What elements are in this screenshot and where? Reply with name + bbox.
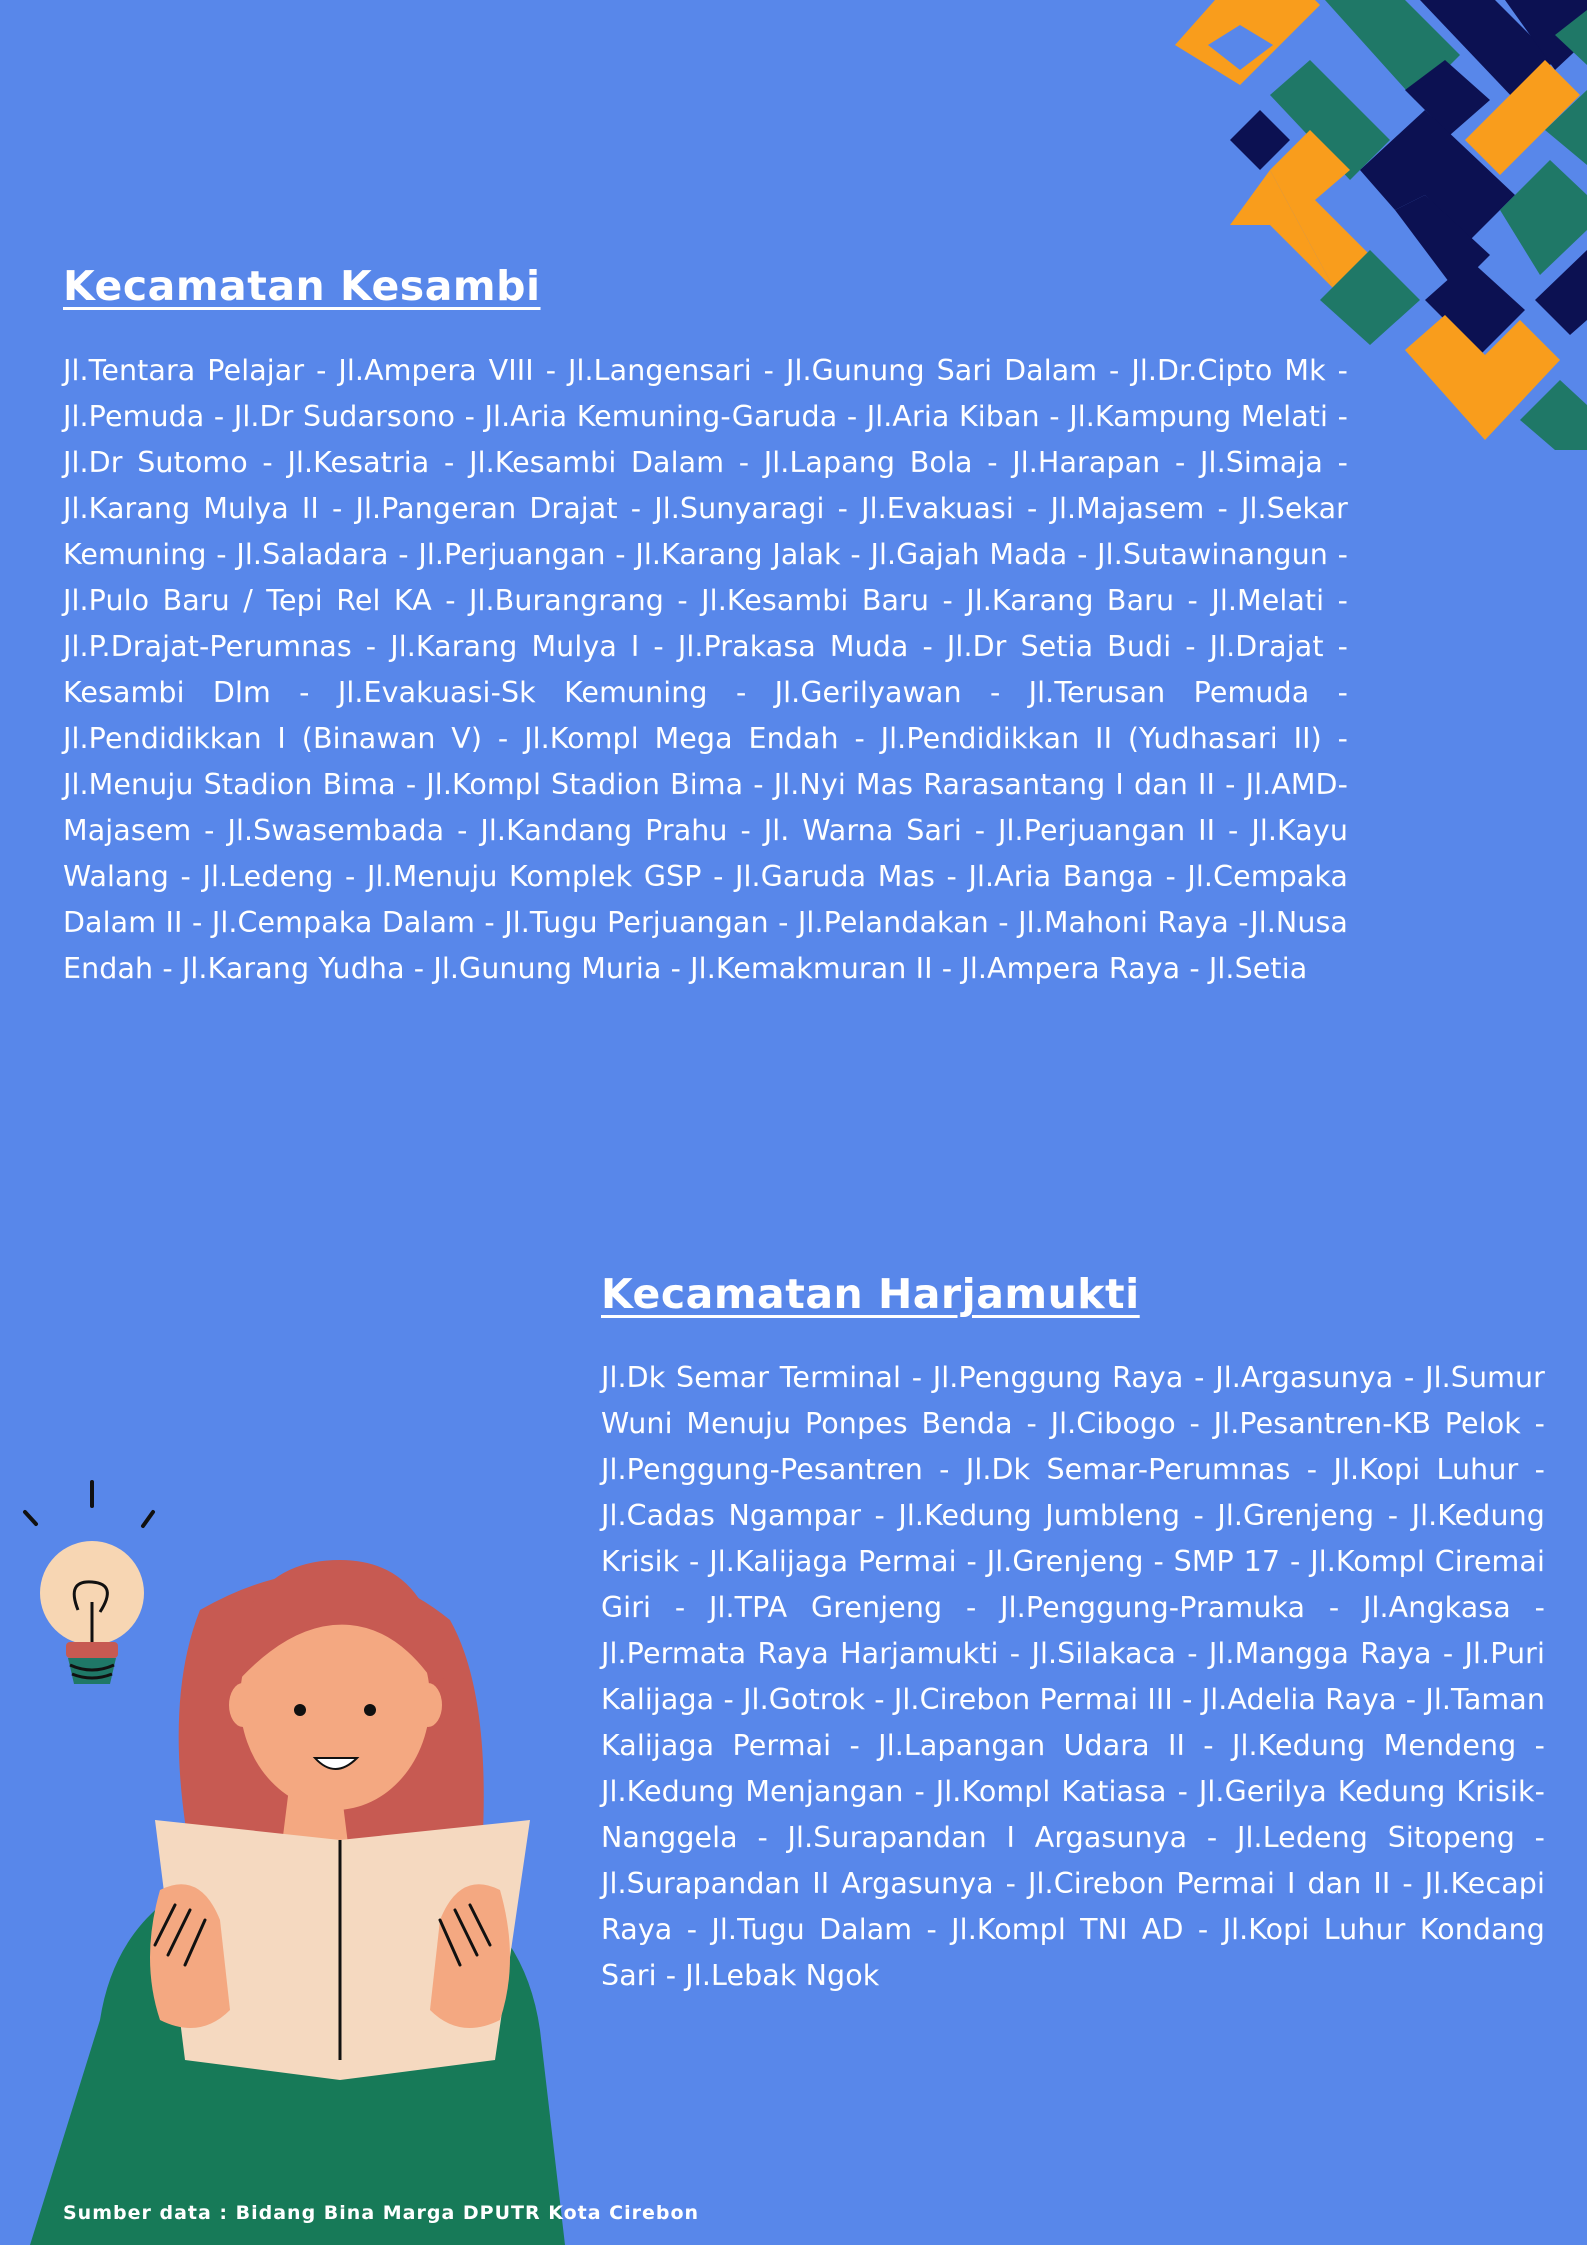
footer-source-note: Sumber data : Bidang Bina Marga DPUTR Kota Cirebon: [63, 2202, 700, 2224]
section-body-kesambi: Jl.Tentara Pelajar - Jl.Ampera VIII - Jl.Langensari - Jl.Gunung Sari Dalam - Jl.Dr.Cipto Mk - Jl.Pemuda - Jl.Dr Sudarsono - Jl.Aria Kemuning-Garuda - Jl.Aria Kiban - Jl.Kampung Melati - Jl.Dr Sutomo - Jl.Kesatria - Jl.Kesambi Dalam - Jl.Lapang Bola - Jl.Harapan - Jl.Simaja - Jl.Karang Mulya II - Jl.Pangeran Drajat - Jl.Sunyaragi - Jl.Evakuasi - Jl.Majasem - Jl.Sekar Kemuning - Jl.Saladara - Jl.Perjuangan - Jl.Karang Jalak - Jl.Gajah Mada - Jl.Sutawinangun - Jl.Pulo Baru / Tepi Rel KA - Jl.Burangrang - Jl.Kesambi Baru - Jl.Karang Baru - Jl.Melati - Jl.P.Drajat-Perumnas - Jl.Karang Mulya I - Jl.Prakasa Muda - Jl.Dr Setia Budi - Jl.Drajat - Kesambi Dlm - Jl.Evakuasi-Sk Kemuning - Jl.Gerilyawan - Jl.Terusan Pemuda - Jl.Pendidikkan I (Binawan V) - Jl.Kompl Mega Endah - Jl.Pendidikkan II (Yudhasari II) - Jl.Menuju Stadion Bima - Jl.Kompl Stadion Bima - Jl.Nyi Mas Rarasantang I dan II - Jl.AMD-Majasem - Jl.Swasembada - Jl.Kandang Prahu - Jl. Warna Sari - Jl.Perjuangan II - Jl.Kayu Walang - Jl.Ledeng - Jl.Menuju Komplek GSP - Jl.Garuda Mas - Jl.Aria Banga - Jl.Cempaka Dalam II - Jl.Cempaka Dalam - Jl.Tugu Perjuangan - Jl.Pelandakan - Jl.Mahoni Raya -Jl.Nusa Endah - Jl.Karang Yudha - Jl.Gunung Muria - Jl.Kemakmuran II - Jl.Ampera Raya - Jl.Setia: [63, 354, 1348, 985]
section-title-harjamukti: Kecamatan Harjamukti: [601, 1270, 1140, 1318]
lightbulb-icon: [25, 1482, 153, 1684]
section-body-harjamukti: Jl.Dk Semar Terminal - Jl.Penggung Raya - Jl.Argasunya - Jl.Sumur Wuni Menuju Ponpes Benda - Jl.Cibogo - Jl.Pesantren-KB Pelok - Jl.Penggung-Pesantren - Jl.Dk Semar-Perumnas - Jl.Kopi Luhur - Jl.Cadas Ngampar - Jl.Kedung Jumbleng - Jl.Grenjeng - Jl.Kedung Krisik - Jl.Kalijaga Permai - Jl.Grenjeng - SMP 17 - Jl.Kompl Ciremai Giri - Jl.TPA Grenjeng - Jl.Penggung-Pramuka - Jl.Angkasa - Jl.Permata Raya Harjamukti - Jl.Silakaca - Jl.Mangga Raya - Jl.Puri Kalijaga - Jl.Gotrok - Jl.Cirebon Permai III - Jl.Adelia Raya - Jl.Taman Kalijaga Permai - Jl.Lapangan Udara II - Jl.Kedung Mendeng - Jl.Kedung Menjangan - Jl.Kompl Katiasa - Jl.Gerilya Kedung Krisik-Nanggela - Jl.Surapandan I Argasunya - Jl.Ledeng Sitopeng - Jl.Surapandan II Argasunya - Jl.Cirebon Permai I dan II - Jl.Kecapi Raya - Jl.Tugu Dalam - Jl.Kompl TNI AD - Jl.Kopi Luhur Kondang Sari - Jl.Lebak Ngok: [601, 1361, 1545, 1992]
woman-reading-illustration: [0, 1460, 620, 2245]
section-title-kesambi: Kecamatan Kesambi: [63, 262, 541, 310]
